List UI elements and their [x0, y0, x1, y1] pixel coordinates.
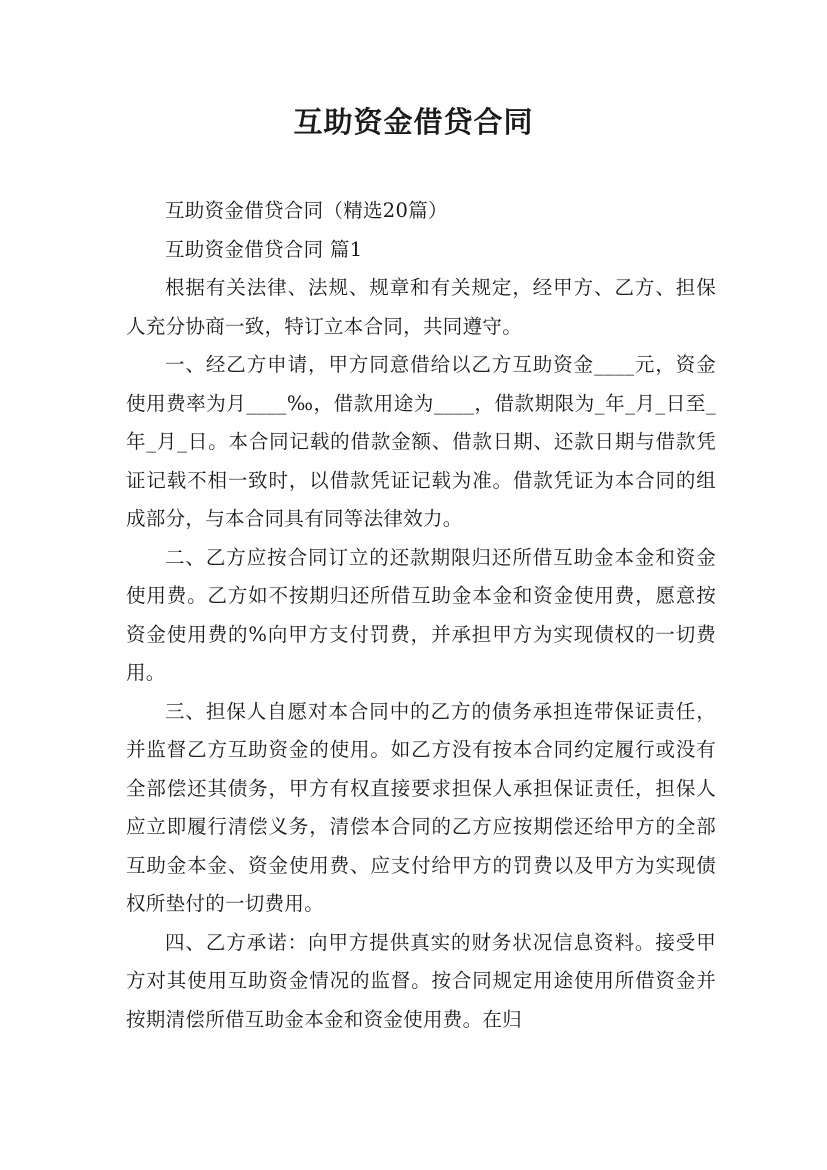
- paragraph-section-heading: 互助资金借贷合同 篇1: [165, 237, 363, 261]
- paragraph-subtitle: 互助资金借贷合同（精选20篇）: [165, 199, 448, 222]
- document-title: 互助资金借贷合同: [293, 105, 534, 139]
- paragraph-clause-4: 四、乙方承诺：向甲方提供真实的财务状况信息资料。接受甲方对其使用互助资金情况的监督。按合同规定用途使用所借资金并按期清偿所借互助金本金和资金使用费。在归: [126, 930, 716, 1031]
- paragraph-clause-2: 二、乙方应按合同订立的还款期限归还所借互助金本金和资金使用费。乙方如不按期归还所借互助金本金和资金使用费，愿意按资金使用费的%向甲方支付罚费，并承担甲方为实现债权的一切费用。: [126, 545, 716, 684]
- paragraph-clause-1: 一、经乙方申请，甲方同意借给以乙方互助资金____元，资金使用费率为月____‰，借款用途为____，借款期限为_年_月_日至_年_月_日。本合同记载的借款金额、借款日期、还款日期与借款凭证记载不相一致时，以借款凭证记载为准。借款凭证为本合同的组成部分，与本合同具有同等法律效力。: [126, 353, 717, 530]
- paragraph-preamble: 根据有关法律、法规、规章和有关规定，经甲方、乙方、担保人充分协商一致，特订立本合同，共同遵守。: [126, 276, 716, 338]
- document-body: [126, 192, 716, 1039]
- paragraph-clause-3: 三、担保人自愿对本合同中的乙方的债务承担连带保证责任，并监督乙方互助资金的使用。如乙方没有按本合同约定履行或没有全部偿还其债务，甲方有权直接要求担保人承担保证责任，担保人应立即履行清偿义务，清偿本合同的乙方应按期偿还给甲方的全部互助金本金、资金使用费、应支付给甲方的罚费以及甲方为实现债权所垫付的一切费用。: [126, 699, 716, 915]
